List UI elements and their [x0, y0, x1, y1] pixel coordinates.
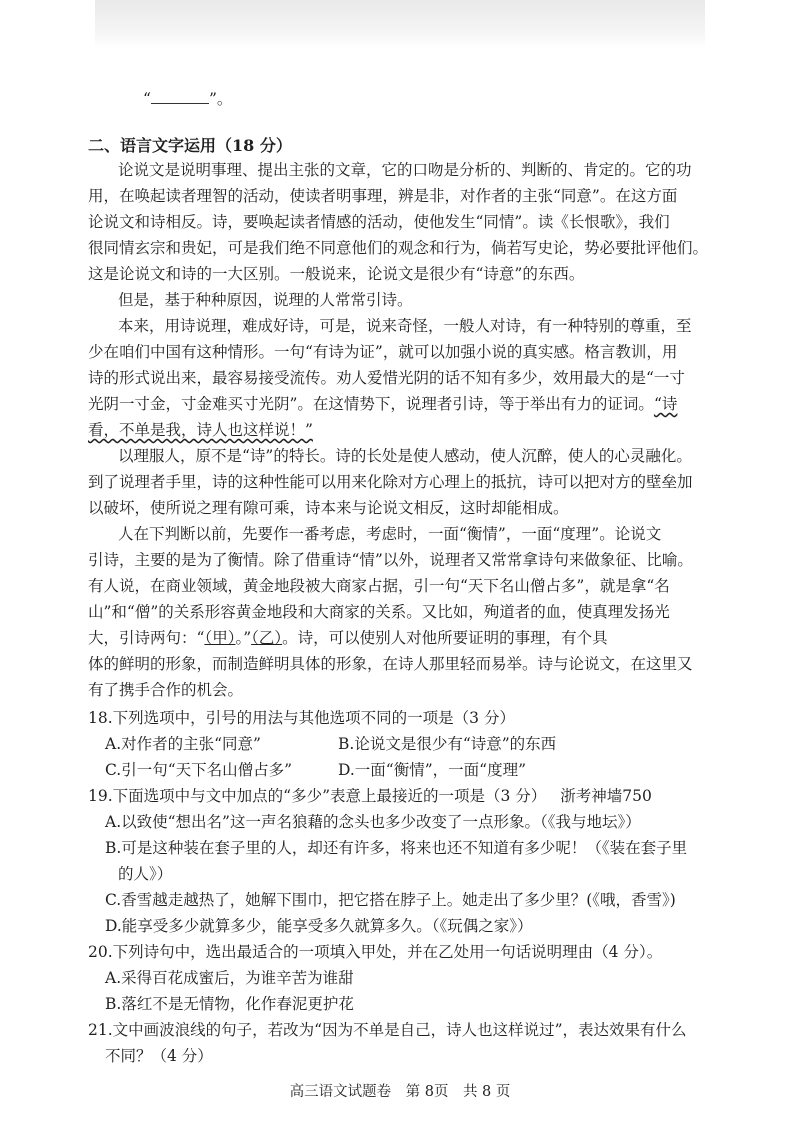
passage-p3-line4 — [88, 393, 677, 415]
passage-p5-line1: 人在下判断以前，先要作一番考虑，考虑时，一面“衡情”，一面“度理”。论说文 — [118, 525, 662, 543]
top-fill-blank — [143, 88, 232, 110]
passage-p5-line5-a: 大，引诗两句：“ — [88, 629, 205, 647]
passage-p1-line4: 很同情玄宗和贵妃，可是我们绝不同意他们的观念和行为，倘若写史论，势必要批评他们。 — [88, 239, 709, 257]
passage-p4-line1: 以理服人，原不是“诗”的特长。诗的长处是使人感动，使人沉醉，使人的心灵融化。 — [118, 447, 692, 465]
passage-p1-line5: 这是论说文和诗的一大区别。一般说来，论说文是很少有“诗意”的东西。 — [88, 265, 585, 283]
passage-p3-line2: 少在咱们中国有这种情形。一句“有诗为证”，就可以加强小说的真实感。格言教训，用 — [88, 343, 678, 361]
question-21-stem-line2: 不同？（4 分） — [105, 1047, 213, 1065]
blank-jia: （甲） — [204, 629, 236, 647]
wavy-sentence-part1: “诗 — [653, 395, 678, 413]
open-quote: “ — [143, 90, 151, 108]
question-18-option-a: A.对作者的主张“同意” — [105, 735, 261, 753]
question-19-option-a: A.以致使“想出名”这一声名狼藉的念头也多少改变了一点形象。（《我与地坛》） — [105, 813, 641, 831]
passage-p3-line1: 本来，用诗说理，难成好诗，可是，说来奇怪，一般人对诗，有一种特别的尊重，至 — [118, 317, 692, 335]
passage-p5-line2: 引诗，主要的是为了衡情。除了借重诗“情”以外，说理者又常常拿诗句来做象征、比喻。 — [88, 551, 693, 569]
question-19-option-d: D.能享受多少就算多少，能享受多久就算多久。（《玩偶之家》） — [105, 917, 533, 935]
close-quote: ”。 — [208, 90, 233, 108]
passage-p3-line4-text: 光阴一寸金，寸金难买寸光阴”。在这情势下，说理者引诗，等于举出有力的证词。 — [88, 395, 654, 413]
passage-p5-line4: 山”和“僧”的关系形容黄金地段和大商家的关系。又比如，殉道者的血，使真理发扬光 — [88, 603, 670, 621]
question-19-stem-text: 19.下面选项中与文中加点的“多少”表意上最接近的一项是（3 分） — [88, 787, 547, 805]
passage-p5-line5-c: 。” — [235, 629, 252, 647]
passage-p4-line3: 以破坏，使所说之理有隙可乘，诗本来与论说文相反，这时却能相成。 — [88, 499, 569, 517]
passage-p1-line1: 论说文是说明事理、提出主张的文章，它的口吻是分析的、判断的、肯定的。它的功 — [118, 161, 692, 179]
passage-p5-line7: 有了携手合作的机会。 — [88, 681, 244, 699]
passage-p4-line2: 到了说理者手里，诗的这种性能可以用来化除对方心理上的抵抗，诗可以把对方的壁垒加 — [88, 473, 693, 491]
question-18-option-d: D.一面“衡情”，一面“度理” — [338, 761, 526, 779]
passage-p3-line3: 诗的形式说出来，最容易接受流传。劝人爱惜光阴的话不知有多少，效用最大的是“一寸 — [88, 369, 685, 387]
passage-p5-line3: 有人说，在商业领域，黄金地段被大商家占据，引一句“天下名山僧占多”，就是拿“名 — [88, 577, 670, 595]
passage-p1-line3: 论说文和诗相反。诗，要唤起读者情感的活动，使他发生“同情”。读《长恨歌》，我们 — [88, 213, 670, 231]
top-scan-shade — [95, 0, 705, 48]
question-18-stem: 18.下列选项中，引号的用法与其他选项不同的一项是（3 分） — [88, 709, 515, 727]
blank-yi: （乙） — [251, 629, 283, 647]
question-18-option-b: B.论说文是很少有“诗意”的东西 — [338, 735, 557, 753]
question-19-option-b-line1: B.可是这种装在套子里的人，却还有许多，将来也还不知道有多少呢！（《装在套子里 — [105, 839, 688, 857]
passage-p2-line1: 但是，基于种种原因，说理的人常常引诗。 — [118, 291, 413, 309]
question-21-stem-line1: 21.文中画波浪线的句子，若改为“因为不单是自己，诗人也这样说过”，表达效果有什么 — [88, 1021, 687, 1039]
passage-p5-line5 — [88, 627, 608, 649]
answer-blank — [151, 89, 209, 104]
question-20-option-b: B.落红不是无情物，化作春泥更护花 — [105, 995, 354, 1013]
question-19-note: 浙考神墙750 — [560, 787, 652, 805]
wavy-sentence-part2: 看，不单是我，诗人也这样说！” — [88, 421, 313, 439]
question-20-stem: 20.下列诗句中，选出最适合的一项填入甲处，并在乙处用一句话说明理由（4 分）。 — [88, 943, 663, 961]
passage-p5-line5-e: 。诗，可以使别人对他所要证明的事理，有个具 — [282, 629, 608, 647]
passage-p5-line6: 体的鲜明的形象，而制造鲜明具体的形象，在诗人那里轻而易举。诗与论说文，在这里又 — [88, 655, 693, 673]
question-18-option-c: C.引一句“天下名山僧占多” — [105, 761, 293, 779]
question-20-option-a: A.采得百花成蜜后，为谁辛苦为谁甜 — [105, 969, 354, 987]
page-footer: 高三语文试题卷 第 8页 共 8 页 — [289, 1084, 511, 1100]
question-19-stem — [88, 785, 652, 807]
section-title: 二、语言文字运用（18 分） — [88, 136, 292, 155]
question-19-option-c: C.香雪越走越热了，她解下围巾，把它搭在脖子上。她走出了多少里？(《哦，香雪》) — [105, 891, 676, 909]
passage-p1-line2: 用，在唤起读者理智的活动，使读者明事理，辨是非，对作者的主张“同意”。在这方面 — [88, 187, 678, 205]
passage-p3-line5 — [88, 419, 313, 441]
question-19-option-b-line2: 的人》） — [118, 865, 173, 883]
